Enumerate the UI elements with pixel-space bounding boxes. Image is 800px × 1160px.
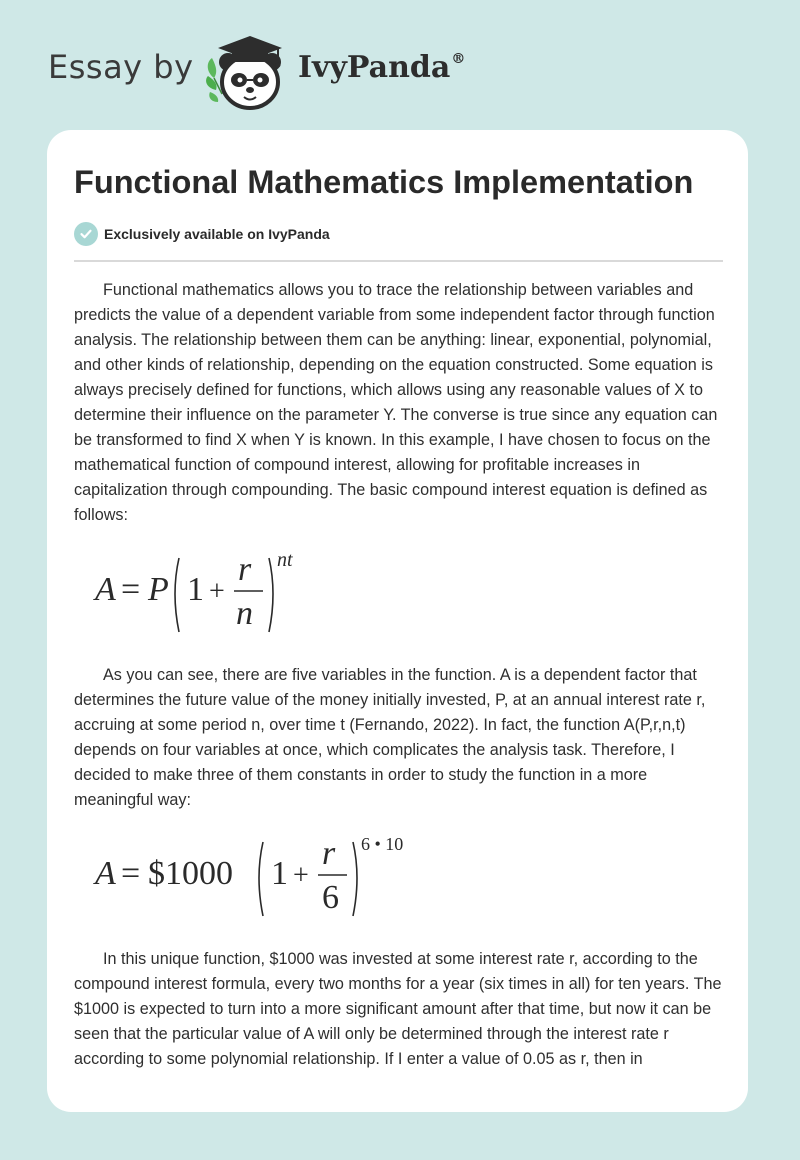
formula-denominator: n	[236, 595, 253, 632]
formula-equals: =	[121, 855, 141, 892]
formula-one: 1	[187, 571, 204, 608]
exclusive-badge-label: Exclusively available on IvyPanda	[104, 226, 330, 242]
essay-paragraph: Functional mathematics allows you to trace the relationship between variables and predicts the value of a dependent variable from some independent factor through function analysis. The relationship between them can be anything: linear, exponential, polynomial, and other kinds of relationship, depending on the equation constructed. Some equation is always precisely defined for functions, which allows using any reasonable values of X to determine their influence on the parameter Y. The converse is true since any equation can be transformed to find X when Y is known. In this example, I have chosen to focus on the mathematical function of compound interest, allowing for profitable increases in capitalization through compounding. The basic compound interest equation is defined as follows:	[74, 281, 718, 524]
formula-principal: P	[148, 571, 169, 608]
formula-principal: $1000	[148, 855, 233, 892]
essay-card	[47, 130, 748, 1112]
panda-mascot-icon	[200, 32, 296, 112]
formula-plus: +	[209, 576, 225, 607]
formula-lhs: A	[95, 855, 116, 892]
exclusive-badge	[74, 222, 330, 246]
formula-one: 1	[271, 855, 288, 892]
compound-interest-formula-constants	[91, 822, 471, 922]
formula-denominator: 6	[322, 879, 339, 916]
formula-lhs: A	[95, 571, 116, 608]
brand-name: IvyPanda®	[298, 50, 466, 85]
formula-numerator: r	[322, 835, 336, 872]
formula-plus: +	[293, 860, 309, 891]
formula-equals: =	[121, 571, 141, 608]
formula-exponent: nt	[277, 549, 293, 571]
brand-logo[interactable]	[48, 30, 508, 110]
essay-paragraph: As you can see, there are five variables in the function. A is a dependent factor that determines the future value of the money initially invested, P, at an annual interest rate r, accruing at some period n, over time t (Fernando, 2022). In fact, the function A(P,r,n,t) depends on four variables at once, which complicates the analysis task. Therefore, I decided to make three of them constants in order to study the function in a more meaningful way:	[74, 666, 706, 809]
formula-exponent: 6 • 10	[361, 834, 404, 854]
compound-interest-formula	[91, 538, 391, 638]
essay-paragraph: In this unique function, $1000 was invested at some interest rate r, according to the compound interest formula, every two months for a year (six times in all) for ten years. The $1000 is expected to turn into a more significant amount after that time, but now it can be seen that the particular value of A will only be determined through the interest rate r according to some polynomial relationship. If I enter a value of 0.05 as r, then in	[74, 950, 722, 1068]
divider	[74, 260, 723, 262]
brand-prefix: Essay by	[48, 48, 194, 86]
essay-title: Functional Mathematics Implementation	[74, 164, 694, 200]
formula-numerator: r	[238, 551, 252, 588]
check-circle-icon	[74, 222, 98, 246]
